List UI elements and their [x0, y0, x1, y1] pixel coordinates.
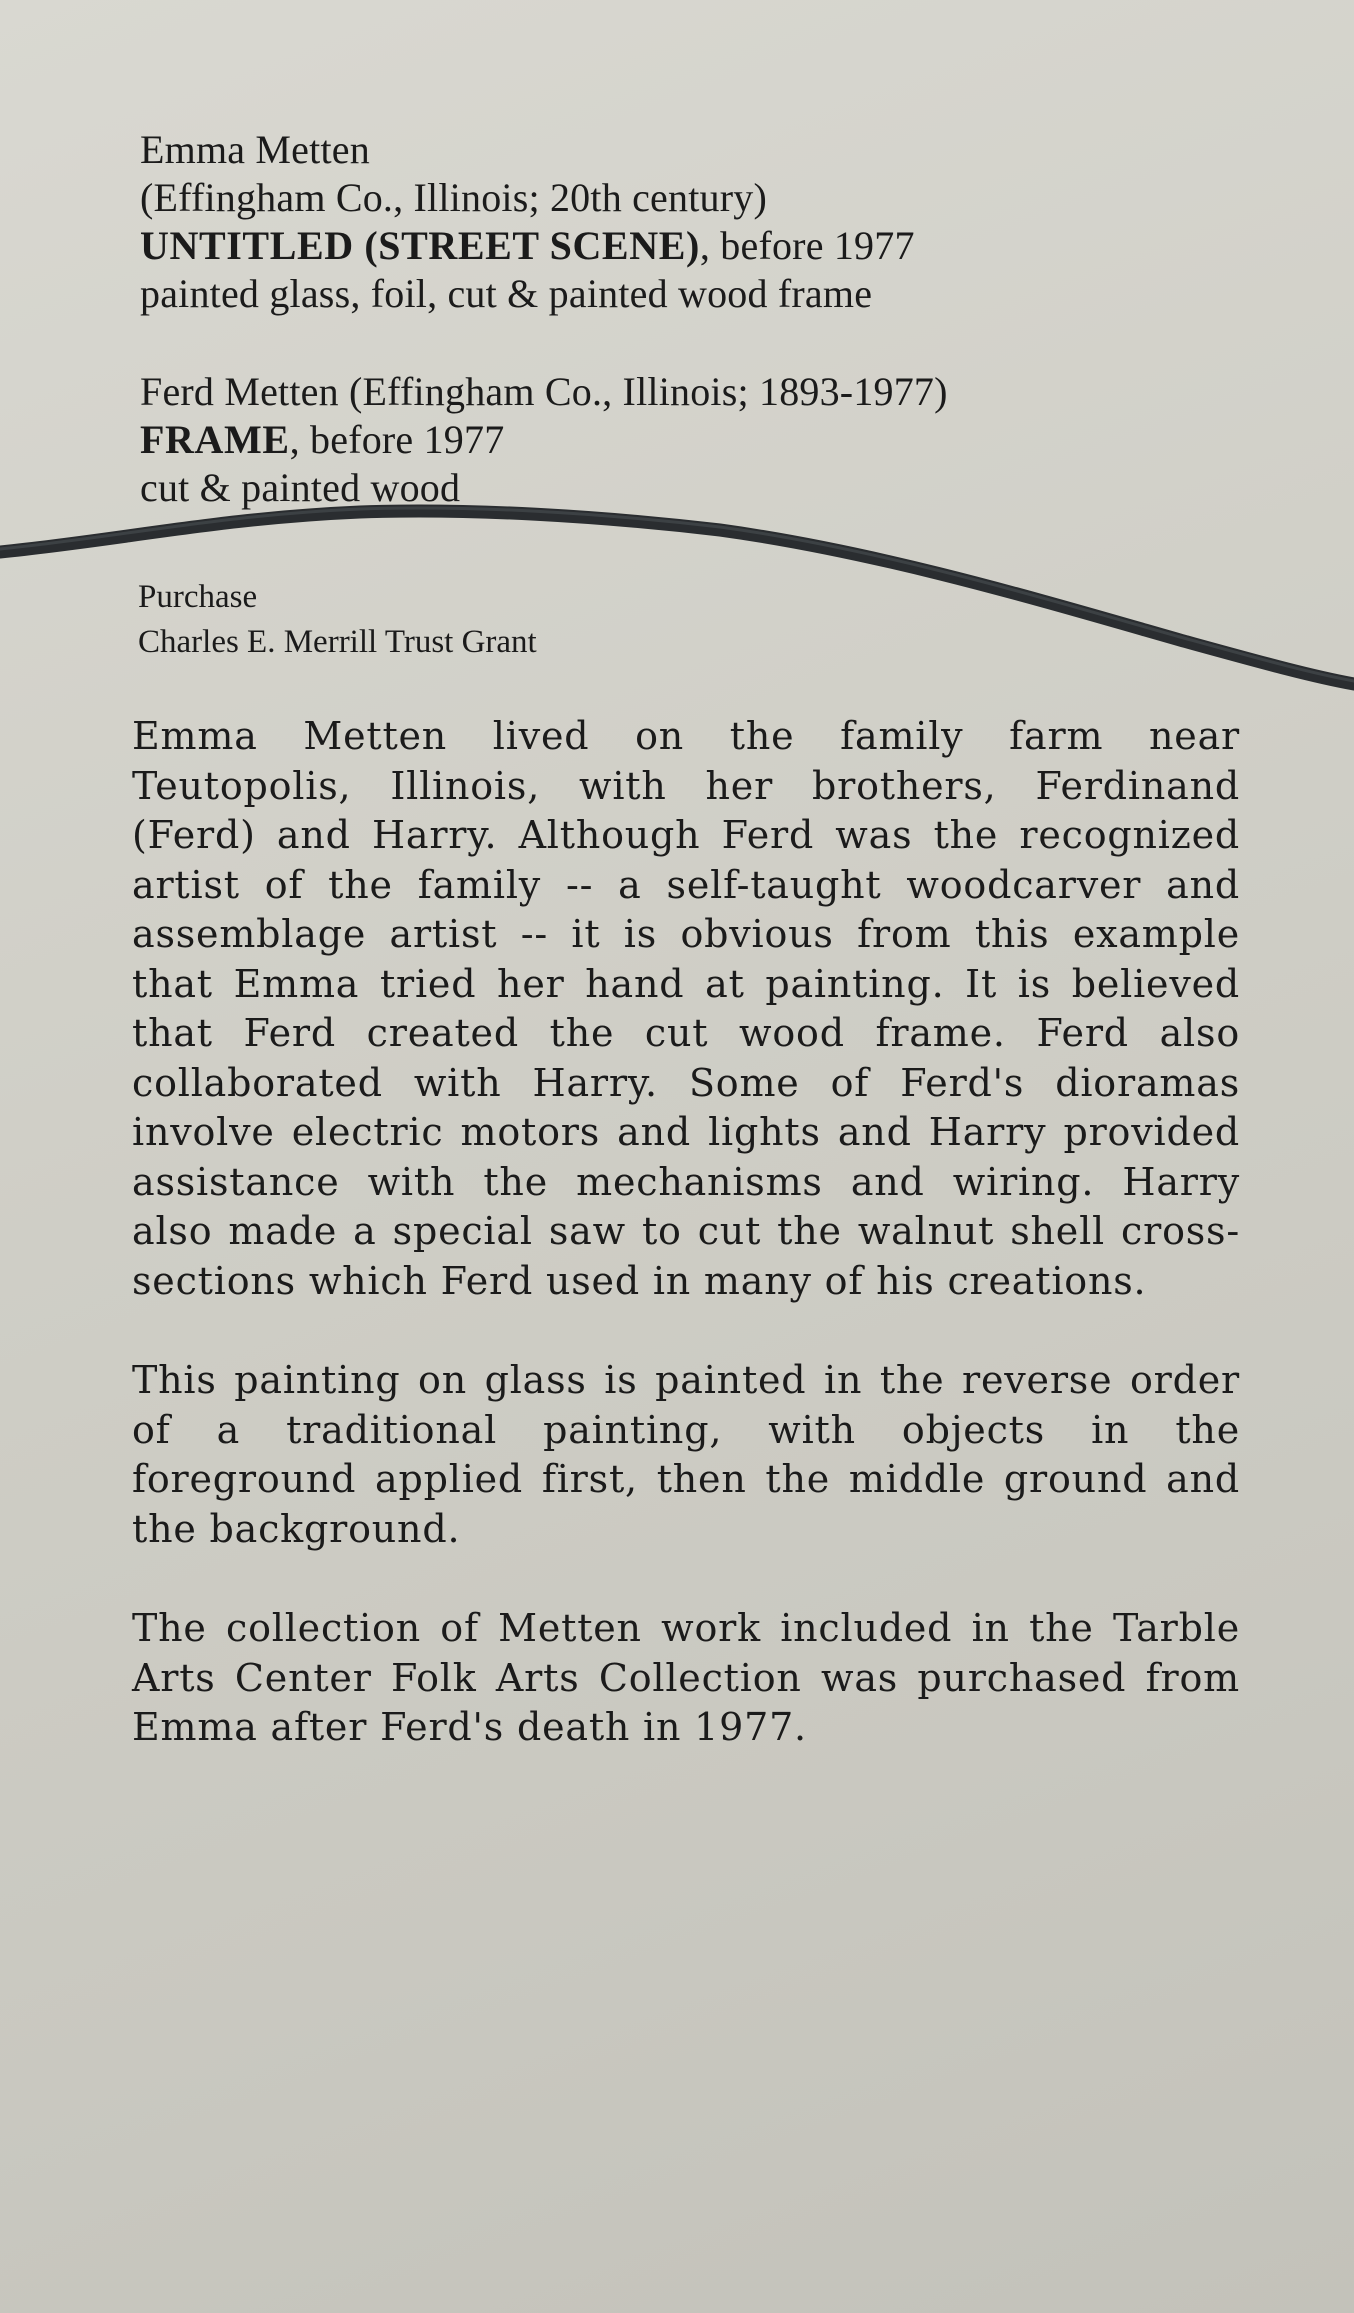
credit-grant: Charles E. Merrill Trust Grant — [138, 624, 537, 660]
tombstone — [140, 126, 1240, 512]
description-paragraph: This painting on glass is painted in the reverse order of a traditional painting, with objects in the foreground applied first, then the middle ground and the background. — [132, 1358, 1240, 1551]
credit-purchase: Purchase — [138, 579, 258, 615]
artwork-title: UNTITLED (STREET SCENE) — [140, 223, 700, 268]
artist-name: Emma Metten — [140, 127, 370, 172]
second-artwork-block — [140, 368, 1240, 512]
frame-date: , before 1977 — [289, 417, 505, 462]
frame-title-line — [140, 416, 1240, 464]
artist-origin: (Effingham Co., Illinois; 20th century) — [140, 175, 767, 220]
second-artist-line: Ferd Metten (Effingham Co., Illinois; 1893-1977) — [140, 369, 948, 414]
frame-medium: cut & painted wood — [140, 465, 461, 510]
frame-title: FRAME — [140, 417, 290, 462]
description-paragraph: Emma Metten lived on the family farm near Teutopolis, Illinois, with her brothers, Ferdinand (Ferd) and Harry. Although Ferd was the recognized artist of the family -- a self-taught woodcarver and assemblage artist -- it is obvious from this example that Emma tried her hand at painting. It is believed that Ferd created the cut wood frame. Ferd also collaborated with Harry. Some of Ferd's dioramas involve electric motors and lights and Harry provided assistance with the mechanisms and wiring. Harry also made a special saw to cut the walnut shell cross-sections which Ferd used in many of his creations. — [132, 714, 1240, 1303]
artwork-title-line — [140, 222, 1240, 270]
artwork-date: , before 1977 — [699, 223, 915, 268]
description — [132, 712, 1240, 1753]
artwork-medium: painted glass, foil, cut & painted wood frame — [140, 271, 873, 316]
credit-line — [138, 575, 537, 665]
description-paragraph: The collection of Metten work included in the Tarble Arts Center Folk Arts Collection was purchased from Emma after Ferd's death in 1977. — [132, 1606, 1240, 1749]
